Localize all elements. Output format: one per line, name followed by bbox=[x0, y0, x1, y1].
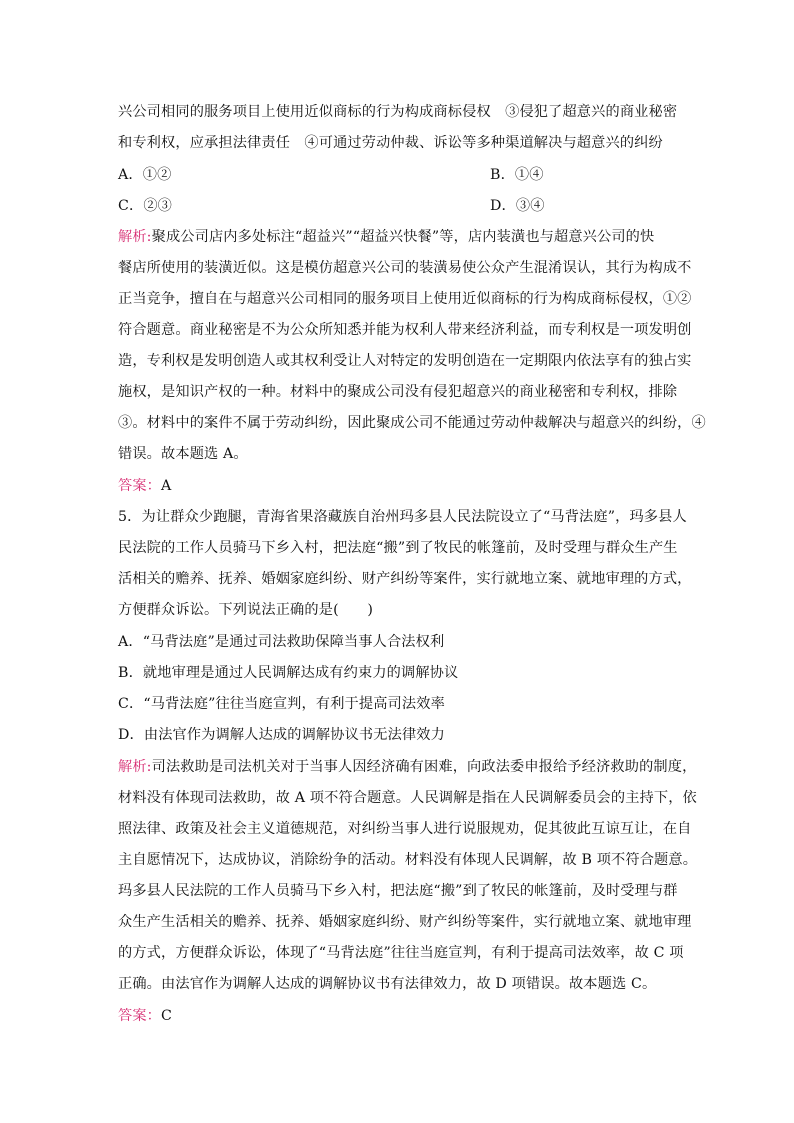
q5-analysis-line: 众生产生活相关的赡养、抚养、婚姻家庭纠纷、财产纠纷等案件，实行就地立案、就地审理 bbox=[118, 914, 692, 930]
q4-analysis-line: 符合题意。商业秘密是不为公众所知悉并能为权利人带来经济利益，而专利权是一项发明创 bbox=[118, 322, 692, 338]
q5-stem-line: 方便群众诉讼。下列说法正确的是( ) bbox=[118, 602, 374, 618]
q5-analysis-line: 的方式，方便群众诉讼，体现了“马背法庭”往往当庭宣判，有利于提高司法效率，故 C 项 bbox=[118, 945, 684, 961]
answer-label: 答案： bbox=[118, 1008, 162, 1024]
answer-value: C bbox=[161, 1008, 173, 1024]
q4-option-b: B．①④ bbox=[490, 167, 544, 183]
q4-stem-line: 兴公司相同的服务项目上使用近似商标的行为构成商标侵权 ③侵犯了超意兴的商业秘密 bbox=[118, 104, 678, 120]
analysis-text: 司法救助是司法机关对于当事人因经济确有困难，向政法委申报给予经济救助的制度， bbox=[151, 759, 697, 775]
q4-option-a: A．①② bbox=[118, 167, 172, 183]
q4-analysis-line bbox=[118, 227, 654, 247]
q4-option-c: C．②③ bbox=[118, 198, 173, 214]
q5-stem-line: 活相关的赡养、抚养、婚姻家庭纠纷、财产纠纷等案件，实行就地立案、就地审理的方式， bbox=[118, 571, 692, 587]
q5-option-a: A．“马背法庭”是通过司法救助保障当事人合法权利 bbox=[118, 634, 445, 650]
q5-answer bbox=[118, 1006, 172, 1026]
q5-stem-line: 民法院的工作人员骑马下乡入村，把法庭“搬”到了牧民的帐篷前，及时受理与群众生产生 bbox=[118, 540, 678, 556]
q4-analysis-line: 施权，是知识产权的一种。材料中的聚成公司没有侵犯超意兴的商业秘密和专利权，排除 bbox=[118, 384, 678, 400]
q4-analysis-line: 造，专利权是发明创造人或其权利受让人对特定的发明创造在一定期限内依法享有的独占实 bbox=[118, 353, 692, 369]
q4-stem-line: 和专利权，应承担法律责任 ④可通过劳动仲裁、诉讼等多种渠道解决与超意兴的纠纷 bbox=[118, 135, 663, 151]
q4-options-row bbox=[118, 165, 544, 185]
q4-options-row bbox=[118, 196, 545, 216]
q5-analysis-line: 玛多县人民法院的工作人员骑马下乡入村，把法庭“搬”到了牧民的帐篷前，及时受理与群 bbox=[118, 883, 678, 899]
q4-analysis-line: 餐店所使用的装潢近似。这是模仿超意兴公司的装潢易使公众产生混淆误认，其行为构成不 bbox=[118, 260, 692, 276]
q4-analysis-line: 正当竞争，擅自在与超意兴公司相同的服务项目上使用近似商标的行为构成商标侵权，①② bbox=[118, 291, 692, 307]
analysis-text: 聚成公司店内多处标注“超益兴”“超益兴快餐”等，店内装潢也与超意兴公司的快 bbox=[151, 229, 655, 245]
answer-label: 答案： bbox=[118, 478, 162, 494]
q4-option-d: D．③④ bbox=[490, 198, 545, 214]
q5-analysis-line: 主自愿情况下，达成协议，消除纷争的活动。材料没有体现人民调解，故 B 项不符合题意。 bbox=[118, 852, 698, 868]
q5-option-b: B．就地审理是通过人民调解达成有约束力的调解协议 bbox=[118, 665, 459, 681]
q4-analysis-line: ③。材料中的案件不属于劳动纠纷，因此聚成公司不能通过劳动仲裁解决与超意兴的纠纷，④ bbox=[118, 415, 706, 431]
q4-analysis-line: 错误。故本题选 A。 bbox=[118, 446, 248, 462]
q5-analysis-line: 材料没有体现司法救助，故 A 项不符合题意。人民调解是指在人民调解委员会的主持下，依 bbox=[118, 790, 697, 806]
q5-option-d: D．由法官作为调解人达成的调解协议书无法律效力 bbox=[118, 727, 445, 743]
q5-stem-line: 5．为让群众少跑腿，青海省果洛藏族自治州玛多县人民法院设立了“马背法庭”，玛多县人 bbox=[118, 509, 687, 525]
q4-answer bbox=[118, 476, 171, 496]
q5-analysis-line: 照法律、政策及社会主义道德规范，对纠纷当事人进行说服规劝，促其彼此互谅互让，在自 bbox=[118, 821, 692, 837]
q5-analysis-line bbox=[118, 757, 696, 777]
q5-option-c: C．“马背法庭”往往当庭宣判，有利于提高司法效率 bbox=[118, 696, 445, 712]
analysis-label: 解析: bbox=[118, 759, 152, 775]
answer-value: A bbox=[161, 478, 172, 494]
q5-analysis-line: 正确。由法官作为调解人达成的调解协议书有法律效力，故 D 项错误。故本题选 C。 bbox=[118, 976, 657, 992]
analysis-label: 解析: bbox=[118, 229, 152, 245]
